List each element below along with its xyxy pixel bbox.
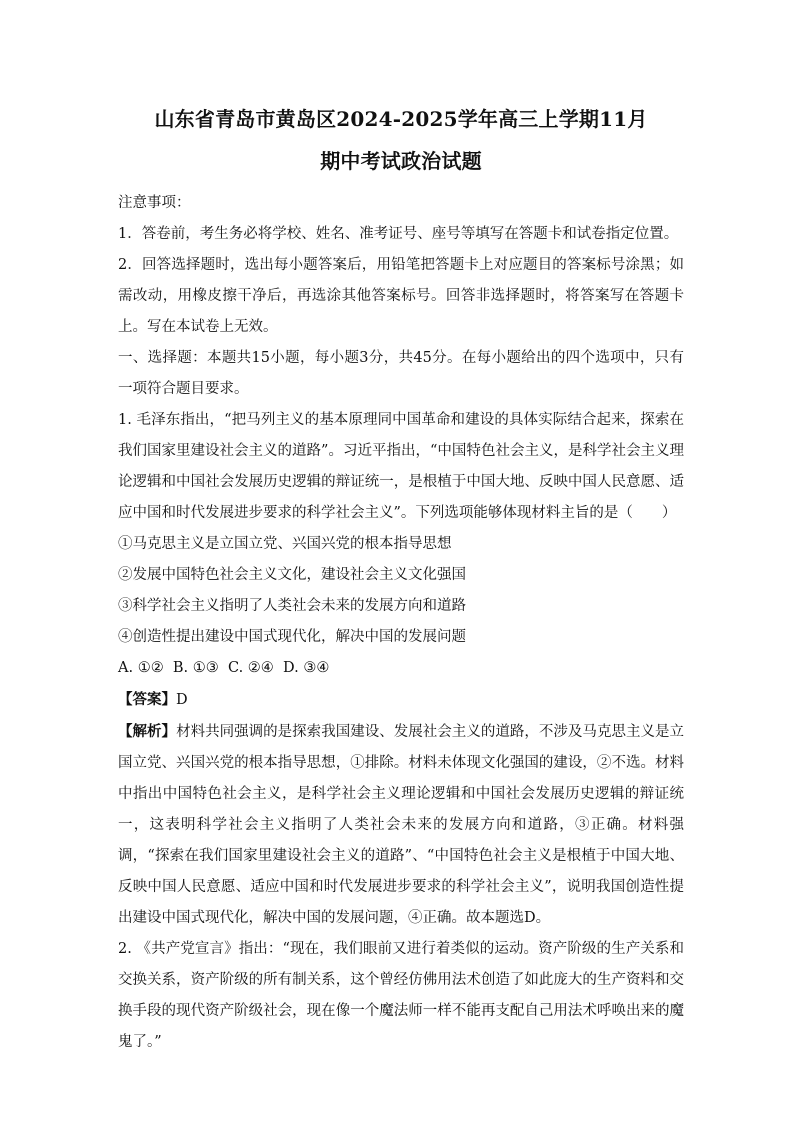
- analysis-label: 【解析】: [118, 723, 177, 740]
- question-1-analysis: [118, 716, 684, 934]
- answer-value: D: [176, 692, 188, 708]
- notice-item-2: 2．回答选择题时，选出每小题答案后，用铅笔把答题卡上对应题目的答案标号涂黑；如需改动，用橡皮擦干净后，再选涂其他答案标号。回答非选择题时，将答案写在答题卡上。写在本试卷上无效。: [118, 257, 684, 335]
- question-1-statement-4: ④创造性提出建设中国式现代化，解决中国的发展问题: [118, 629, 466, 645]
- question-1-answer: [118, 684, 684, 716]
- notice-item-1: 1．答卷前，考生务必将学校、姓名、准考证号、座号等填写在答题卡和试卷指定位置。: [118, 226, 679, 242]
- question-2-stem: 2. 《共产党宣言》指出：“现在，我们眼前又进行着类似的运动。资产阶级的生产关系和交换关系，资产阶级的所有制关系，这个曾经仿佛用法术创造了如此庞大的生产资料和交换手段的现代资产阶级社会，现在像一个魔法师一样不能再支配自己用法术呼唤出来的魔鬼了。”: [118, 941, 684, 1050]
- title-block: [118, 98, 684, 182]
- page-title-line2: 期中考试政治试题: [320, 149, 482, 173]
- notice-heading: 注意事项：: [118, 195, 191, 211]
- question-1-options: A. ①② B. ①③ C. ②④ D. ③④: [118, 660, 330, 676]
- page-title-line1: 山东省青岛市黄岛区2024-2025学年高三上学期11月: [154, 107, 648, 131]
- section-heading: 一、选择题：本题共15小题，每小题3分，共45分。在每小题给出的四个选项中，只有一项符合题目要求。: [118, 350, 684, 397]
- question-1-statement-1: ①马克思主义是立国立党、兴国兴党的根本指导思想: [118, 536, 452, 552]
- question-1-statement-2: ②发展中国特色社会主义文化，建设社会主义文化强国: [118, 567, 466, 583]
- analysis-text: 材料共同强调的是探索我国建设、发展社会主义的道路，不涉及马克思主义是立国立党、兴国兴党的根本指导思想，①排除。材料未体现文化强国的建设，②不选。材料中指出中国特色社会主义，是科学社会主义理论逻辑和中国社会发展历史逻辑的辩证统一，这表明科学社会主义指明了人类社会未来的发展方向和道路，③正确。材料强调，“探索在我们国家里建设社会主义的道路”、“中国特色社会主义是根植于中国大地、反映中国人民意愿、适应中国和时代发展进步要求的科学社会主义”，说明我国创造性提出建设中国式现代化，解决中国的发展问题，④正确。故本题选D。: [118, 724, 685, 926]
- question-1-stem: 1. 毛泽东指出，“把马列主义的基本原理同中国革命和建设的具体实际结合起来，探索在我们国家里建设社会主义的道路”。习近平指出，“中国特色社会主义，是科学社会主义理论逻辑和中国社会发展历史逻辑的辩证统一，是根植于中国大地、反映中国人民意愿、适应中国和时代发展进步要求的科学社会主义”。下列选项能够体现材料主旨的是（ ）: [118, 412, 684, 521]
- question-1-statement-3: ③科学社会主义指明了人类社会未来的发展方向和道路: [118, 598, 466, 614]
- answer-label: 【答案】: [118, 691, 176, 708]
